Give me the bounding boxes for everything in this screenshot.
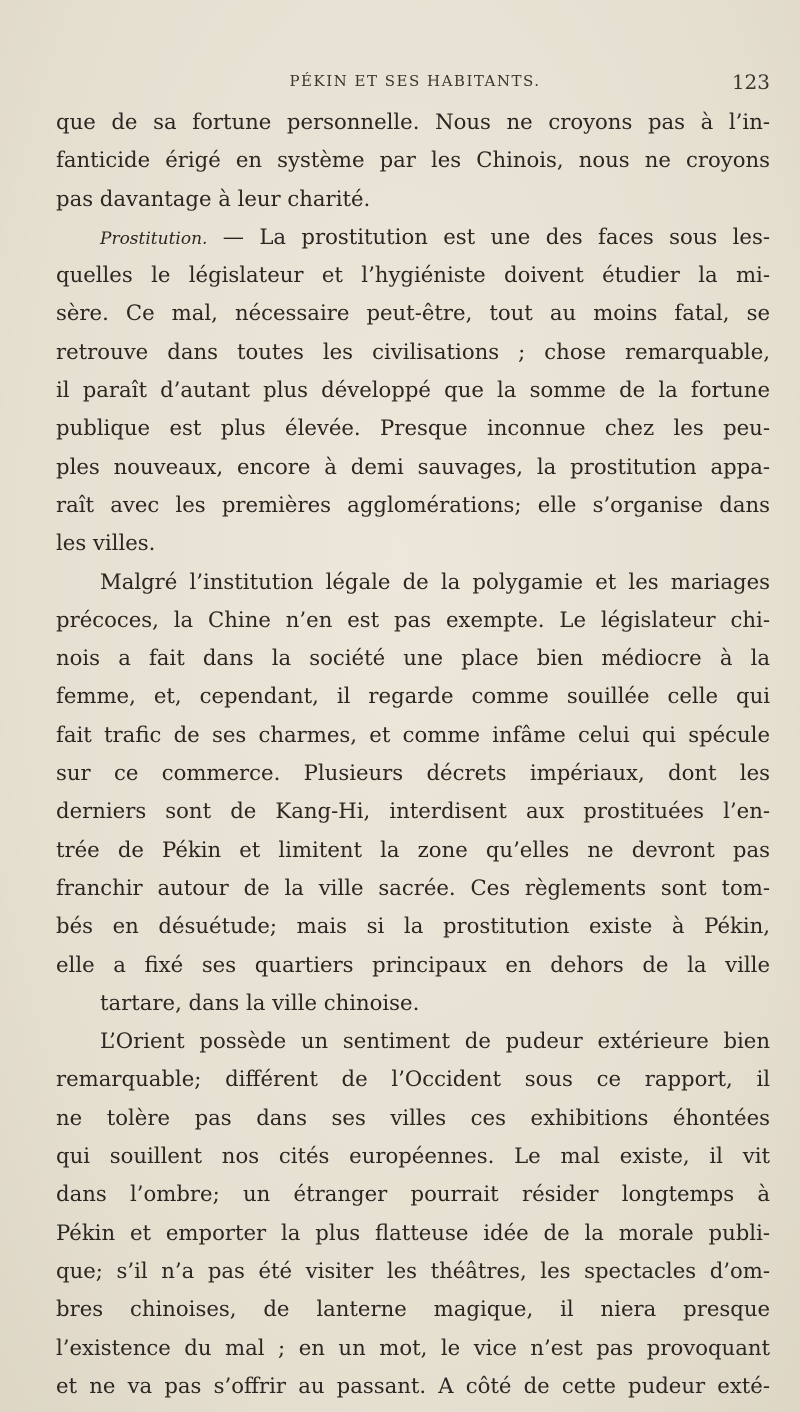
text-line: il paraît d’autant plus développé que la somme de la fortune: [56, 377, 770, 403]
page-number: 123: [731, 70, 770, 94]
text-line: elle a fixé ses quartiers principaux en dehors de la ville: [56, 951, 770, 977]
text-line: et ne va pas s’offrir au passant. A côté de cette pudeur exté-: [56, 1372, 770, 1398]
running-title: PÉKIN ET SES HABITANTS.: [289, 72, 541, 90]
text-line: fait trafic de ses charmes, et comme infâme celui qui spécule: [56, 721, 770, 747]
text-line: retrouve dans toutes les civilisations ; chose remarquable,: [56, 338, 770, 364]
paragraph-1: [56, 103, 770, 218]
text-line: que de sa fortune personnelle. Nous ne croyons pas à l’in-: [56, 109, 770, 134]
text-line: sur ce commerce. Plusieurs décrets impériaux, dont les: [56, 760, 770, 786]
text-line: fanticide érigé en système par les Chinois, nous ne croyons: [56, 147, 770, 173]
text-line: remarquable; différent de l’Occident sous ce rapport, il: [56, 1066, 770, 1092]
body-text: [56, 103, 770, 1405]
text-line: publique est plus élevée. Presque inconnue chez les peu-: [56, 415, 770, 441]
text-line: femme, et, cependant, il regarde comme souillée celle qui: [56, 683, 770, 709]
text-line: qui souillent nos cités européennes. Le mal existe, il vit: [56, 1143, 770, 1169]
text-line: bés en désuétude; mais si la prostitution existe à Pékin,: [56, 913, 770, 939]
text-line: Malgré l’institution légale de la polygamie et les mariages: [100, 568, 770, 594]
text-line-rest: — La prostitution est une des faces sous les-: [207, 223, 770, 249]
section-heading: Prostitution.: [100, 228, 208, 249]
text-line: derniers sont de Kang-Hi, interdisent aux prostituées l’en-: [56, 798, 770, 824]
text-line: Pékin et emporter la plus flatteuse idée de la morale publi-: [56, 1219, 770, 1245]
text-line: les villes.: [56, 530, 156, 556]
text-line: précoces, la Chine n’en est pas exempte. Le législateur chi-: [56, 606, 770, 632]
paragraph-2: [56, 218, 770, 563]
text-line: franchir autour de la ville sacrée. Ces règlements sont tom-: [56, 874, 770, 900]
text-line: sère. Ce mal, nécessaire peut-être, tout au moins fatal, se: [56, 300, 770, 326]
paragraph-3: [56, 563, 770, 1023]
text-line: pas davantage à leur charité.: [56, 185, 371, 211]
text-line: trée de Pékin et limitent la zone qu’elles ne devront pas: [56, 836, 770, 862]
text-line: quelles le législateur et l’hygiéniste doivent étudier la mi-: [56, 262, 770, 288]
text-line: que; s’il n’a pas été visiter les théâtres, les spectacles d’om-: [56, 1257, 770, 1283]
text-line: nois a fait dans la société une place bien médiocre à la: [56, 645, 770, 671]
text-line: [56, 218, 770, 256]
text-line: tartare, dans la ville chinoise.: [100, 989, 420, 1015]
text-line: L’Orient possède un sentiment de pudeur extérieure bien: [100, 1028, 770, 1054]
text-line: dans l’ombre; un étranger pourrait résider longtemps à: [56, 1181, 770, 1207]
paragraph-4: [56, 1022, 770, 1405]
page-header: [200, 72, 770, 100]
text-line: raît avec les premières agglomérations; elle s’organise dans: [56, 491, 770, 517]
text-line: ne tolère pas dans ses villes ces exhibitions éhontées: [56, 1104, 770, 1130]
text-line: ples nouveaux, encore à demi sauvages, la prostitution appa-: [56, 453, 770, 479]
text-line: l’existence du mal ; en un mot, le vice n’est pas provoquant: [56, 1334, 770, 1360]
text-line: bres chinoises, de lanterne magique, il niera presque: [56, 1296, 770, 1322]
